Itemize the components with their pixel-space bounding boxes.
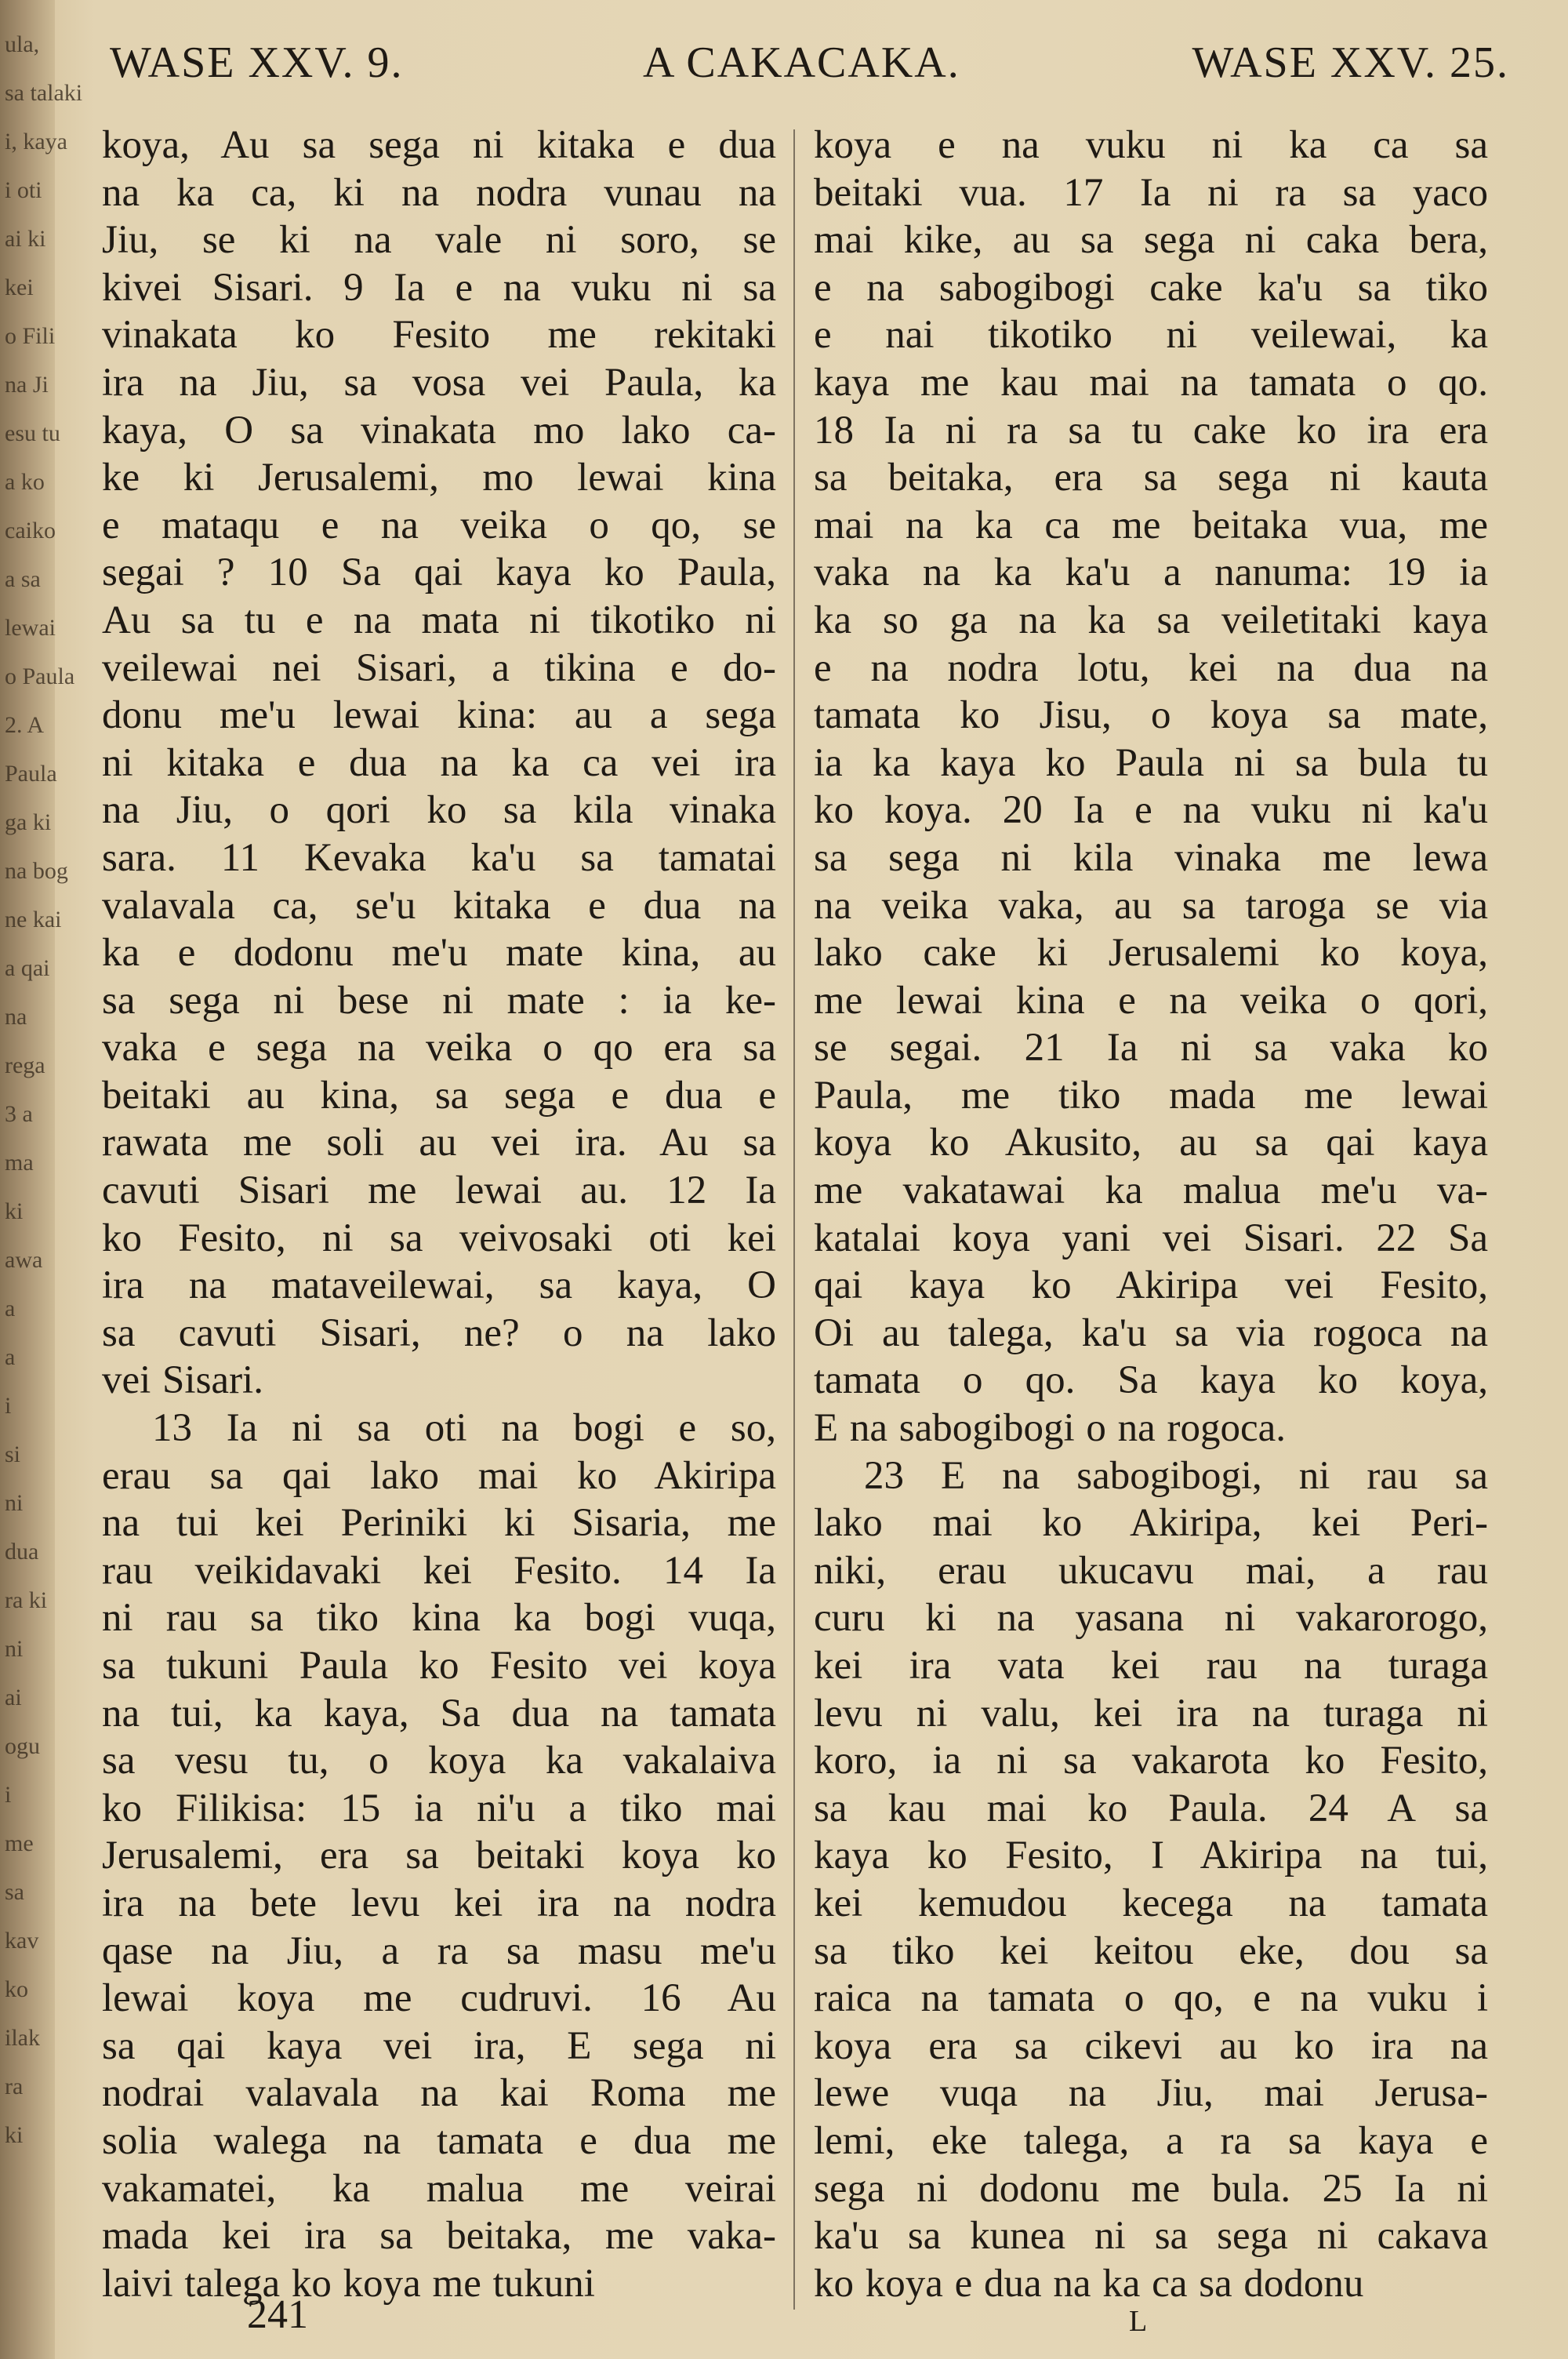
gutter-fragment: sa <box>5 1879 24 1905</box>
text-line: e na nodra lotu, kei na dua na <box>814 645 1488 690</box>
text-line: lako mai ko Akiripa, kei Peri- <box>814 1501 1488 1546</box>
text-line: kivei Sisari. 9 Ia e na vuku ni sa <box>102 265 776 310</box>
text-line: kei kemudou kecega na tamata <box>814 1881 1488 1925</box>
text-line: 23 E na sabogibogi, ni rau sa <box>864 1453 1488 1498</box>
text-line: Jiu, se ki na vale ni soro, se <box>102 218 776 263</box>
gutter-fragment: ne kai <box>5 907 62 932</box>
gutter-fragment: i <box>5 1393 12 1419</box>
gutter-fragment: rega <box>5 1052 45 1078</box>
gutter-fragment: lewai <box>5 615 56 641</box>
text-line: na tui, ka kaya, Sa dua na tamata <box>102 1691 776 1736</box>
gutter-fragment: i oti <box>5 177 42 203</box>
gutter-fragment: awa <box>5 1247 43 1273</box>
gutter-fragment: Paula <box>5 761 57 787</box>
text-line: rawata me soli au vei ira. Au sa <box>102 1121 776 1165</box>
text-line: lewai koya me cudruvi. 16 Au <box>102 1976 776 2021</box>
text-line: vaka e sega na veika o qo era sa <box>102 1026 776 1070</box>
text-line: ira na mataveilewai, sa kaya, O <box>102 1263 776 1308</box>
text-line: cavuti Sisari me lewai au. 12 Ia <box>102 1169 776 1213</box>
text-line: lemi, eke talega, a ra sa kaya e <box>814 2118 1488 2163</box>
gutter-fragment: caiko <box>5 518 56 543</box>
text-column-right <box>814 122 1488 2307</box>
text-line: Au sa tu e na mata ni tikotiko ni <box>102 598 776 642</box>
text-line: sa vesu tu, o koya ka vakalaiva <box>102 1739 776 1783</box>
text-line: lako cake ki Jerusalemi ko koya, <box>814 931 1488 976</box>
text-line: mai na ka ca me beitaka vua, me <box>814 503 1488 547</box>
gutter-fragment: kav <box>5 1928 39 1954</box>
gutter-fragment: o Paula <box>5 663 75 689</box>
text-line: ko Filikisa: 15 ia ni'u a tiko mai <box>102 1786 776 1830</box>
text-line: rau veikidavaki kei Fesito. 14 Ia <box>102 1548 776 1593</box>
text-line: e nai tikotiko ni veilewai, ka <box>814 313 1488 358</box>
text-line: sara. 11 Kevaka ka'u sa tamatai <box>102 835 776 880</box>
text-line: vei Sisari. <box>102 1358 263 1403</box>
gutter-fragment: dua <box>5 1539 39 1565</box>
text-line: qai kaya ko Akiripa vei Fesito, <box>814 1263 1488 1308</box>
text-line: sega ni dodonu me bula. 25 Ia ni <box>814 2166 1488 2211</box>
text-line: tamata o qo. Sa kaya ko koya, <box>814 1358 1488 1403</box>
text-line: sa cavuti Sisari, ne? o na lako <box>102 1310 776 1355</box>
column-divider <box>793 129 795 2310</box>
text-line: me vakatawai ka malua me'u va- <box>814 1169 1488 1213</box>
gutter-fragment: sa talaki <box>5 80 83 106</box>
running-header <box>94 38 1509 100</box>
gutter-fragment: a sa <box>5 566 41 592</box>
text-line: laivi talega ko koya me tukuni <box>102 2261 595 2306</box>
text-line: koya, Au sa sega ni kitaka e dua <box>102 123 776 167</box>
gutter-fragment: kei <box>5 274 34 300</box>
text-line: solia walega na tamata e dua me <box>102 2118 776 2163</box>
gutter-fragment: ki <box>5 1198 24 1224</box>
gutter-fragment: ogu <box>5 1733 40 1759</box>
gutter-fragment: o Fili <box>5 323 56 349</box>
text-line: kaya, O sa vinakata mo lako ca- <box>102 408 776 453</box>
gutter-fragment: a <box>5 1296 16 1321</box>
text-line: vinakata ko Fesito me rekitaki <box>102 313 776 358</box>
text-line: erau sa qai lako mai ko Akiripa <box>102 1453 776 1498</box>
gutter-fragment: ga ki <box>5 809 52 835</box>
text-line: kaya ko Fesito, I Akiripa na tui, <box>814 1834 1488 1878</box>
text-column-left <box>102 122 776 2307</box>
signature-mark: L <box>1129 2305 1148 2338</box>
gutter-fragment: ra ki <box>5 1587 48 1613</box>
text-line: ira na bete levu kei ira na nodra <box>102 1881 776 1925</box>
text-line: vakamatei, ka malua me veirai <box>102 2166 776 2211</box>
gutter-fragment: ai <box>5 1685 22 1710</box>
text-line: kaya me kau mai na tamata o qo. <box>814 360 1488 405</box>
text-line: koro, ia ni sa vakarota ko Fesito, <box>814 1739 1488 1783</box>
header-book-title: A CAKACAKA. <box>643 38 960 87</box>
gutter-fragment: na bog <box>5 858 68 884</box>
text-line: lewe vuqa na Jiu, mai Jerusa- <box>814 2071 1488 2116</box>
gutter-fragment: ra <box>5 2074 24 2099</box>
text-line: 18 Ia ni ra sa tu cake ko ira era <box>814 408 1488 453</box>
text-line: koya ko Akusito, au sa qai kaya <box>814 1121 1488 1165</box>
text-line: ka'u sa kunea ni sa sega ni cakava <box>814 2214 1488 2259</box>
gutter-fragment: si <box>5 1441 21 1467</box>
gutter-fragment: 3 a <box>5 1101 33 1127</box>
header-left-reference: WASE XXV. 9. <box>110 38 404 87</box>
text-line: mada kei ira sa beitaka, me vaka- <box>102 2214 776 2259</box>
text-line: kei ira vata kei rau na turaga <box>814 1644 1488 1688</box>
text-line: ka e dodonu me'u mate kina, au <box>102 931 776 976</box>
text-line: Paula, me tiko mada me lewai <box>814 1073 1488 1118</box>
text-line: se segai. 21 Ia ni sa vaka ko <box>814 1026 1488 1070</box>
header-right-reference: WASE XXV. 25. <box>1192 38 1509 87</box>
text-line: segai ? 10 Sa qai kaya ko Paula, <box>102 551 776 595</box>
text-line: beitaki au kina, sa sega e dua e <box>102 1073 776 1118</box>
gutter-fragment: ula, <box>5 31 40 57</box>
text-line: 13 Ia ni sa oti na bogi e so, <box>152 1406 776 1451</box>
gutter-fragment: esu tu <box>5 420 60 446</box>
text-line: E na sabogibogi o na rogoca. <box>814 1406 1287 1451</box>
text-line: Jerusalemi, era sa beitaki koya ko <box>102 1834 776 1878</box>
text-line: sa sega ni kila vinaka me lewa <box>814 835 1488 880</box>
text-line: na veika vaka, au sa taroga se via <box>814 883 1488 928</box>
gutter-fragment: a ko <box>5 469 45 495</box>
text-line: ka so ga na ka sa veiletitaki kaya <box>814 598 1488 642</box>
text-line: na tui kei Periniki ki Sisaria, me <box>102 1501 776 1546</box>
gutter-fragment: a <box>5 1344 16 1370</box>
text-line: vaka na ka ka'u a nanuma: 19 ia <box>814 551 1488 595</box>
facing-page-gutter <box>0 0 83 2359</box>
text-line: ni kitaka e dua na ka ca vei ira <box>102 740 776 785</box>
text-line: sa tukuni Paula ko Fesito vei koya <box>102 1644 776 1688</box>
gutter-fragment: ko <box>5 1976 28 2002</box>
text-line: tamata ko Jisu, o koya sa mate, <box>814 693 1488 738</box>
text-line: mai kike, au sa sega ni caka bera, <box>814 218 1488 263</box>
text-line: me lewai kina e na veika o qori, <box>814 978 1488 1023</box>
gutter-fragment: na Ji <box>5 372 49 398</box>
text-line: Oi au talega, ka'u sa via rogoca na <box>814 1310 1488 1355</box>
text-line: levu ni valu, kei ira na turaga ni <box>814 1691 1488 1736</box>
text-line: sa kau mai ko Paula. 24 A sa <box>814 1786 1488 1830</box>
text-line: sa tiko kei keitou eke, dou sa <box>814 1928 1488 1973</box>
text-line: niki, erau ukucavu mai, a rau <box>814 1548 1488 1593</box>
text-line: ira na Jiu, sa vosa vei Paula, ka <box>102 360 776 405</box>
text-line: koya era sa cikevi au ko ira na <box>814 2023 1488 2068</box>
gutter-fragment: ma <box>5 1150 34 1176</box>
gutter-fragment: me <box>5 1830 34 1856</box>
gutter-fragment: i <box>5 1782 12 1808</box>
text-line: sa beitaka, era sa sega ni kauta <box>814 456 1488 500</box>
gutter-fragment: 2. A <box>5 712 45 738</box>
text-line: raica na tamata o qo, e na vuku i <box>814 1976 1488 2021</box>
gutter-fragment: ai ki <box>5 226 46 252</box>
text-line: nodrai valavala na kai Roma me <box>102 2071 776 2116</box>
text-line: sa qai kaya vei ira, E sega ni <box>102 2023 776 2068</box>
gutter-fragment: na <box>5 1004 27 1030</box>
text-line: na ka ca, ki na nodra vunau na <box>102 170 776 215</box>
text-line: sa sega ni bese ni mate : ia ke- <box>102 978 776 1023</box>
text-line: curu ki na yasana ni vakarorogo, <box>814 1596 1488 1641</box>
text-line: ko koya e dua na ka ca sa dodonu <box>814 2261 1364 2306</box>
text-line: ko koya. 20 Ia e na vuku ni ka'u <box>814 788 1488 833</box>
text-line: e na sabogibogi cake ka'u sa tiko <box>814 265 1488 310</box>
gutter-fragment: ki <box>5 2122 24 2148</box>
text-line: valavala ca, se'u kitaka e dua na <box>102 883 776 928</box>
text-line: ni rau sa tiko kina ka bogi vuqa, <box>102 1596 776 1641</box>
text-line: veilewai nei Sisari, a tikina e do- <box>102 645 776 690</box>
text-line: qase na Jiu, a ra sa masu me'u <box>102 1928 776 1973</box>
gutter-fragment: ilak <box>5 2025 40 2051</box>
text-line: koya e na vuku ni ka ca sa <box>814 123 1488 167</box>
text-line: katalai koya yani vei Sisari. 22 Sa <box>814 1216 1488 1260</box>
text-line: ia ka kaya ko Paula ni sa bula tu <box>814 740 1488 785</box>
gutter-fragment: i, kaya <box>5 129 67 154</box>
gutter-fragment: a qai <box>5 955 50 981</box>
gutter-fragment: ni <box>5 1636 24 1662</box>
text-line: ko Fesito, ni sa veivosaki oti kei <box>102 1216 776 1260</box>
text-line: donu me'u lewai kina: au a sega <box>102 693 776 738</box>
page-number: 241 <box>247 2292 308 2337</box>
text-line: na Jiu, o qori ko sa kila vinaka <box>102 788 776 833</box>
text-line: e mataqu e na veika o qo, se <box>102 503 776 547</box>
text-line: ke ki Jerusalemi, mo lewai kina <box>102 456 776 500</box>
gutter-fragment: ni <box>5 1490 24 1516</box>
text-line: beitaki vua. 17 Ia ni ra sa yaco <box>814 170 1488 215</box>
